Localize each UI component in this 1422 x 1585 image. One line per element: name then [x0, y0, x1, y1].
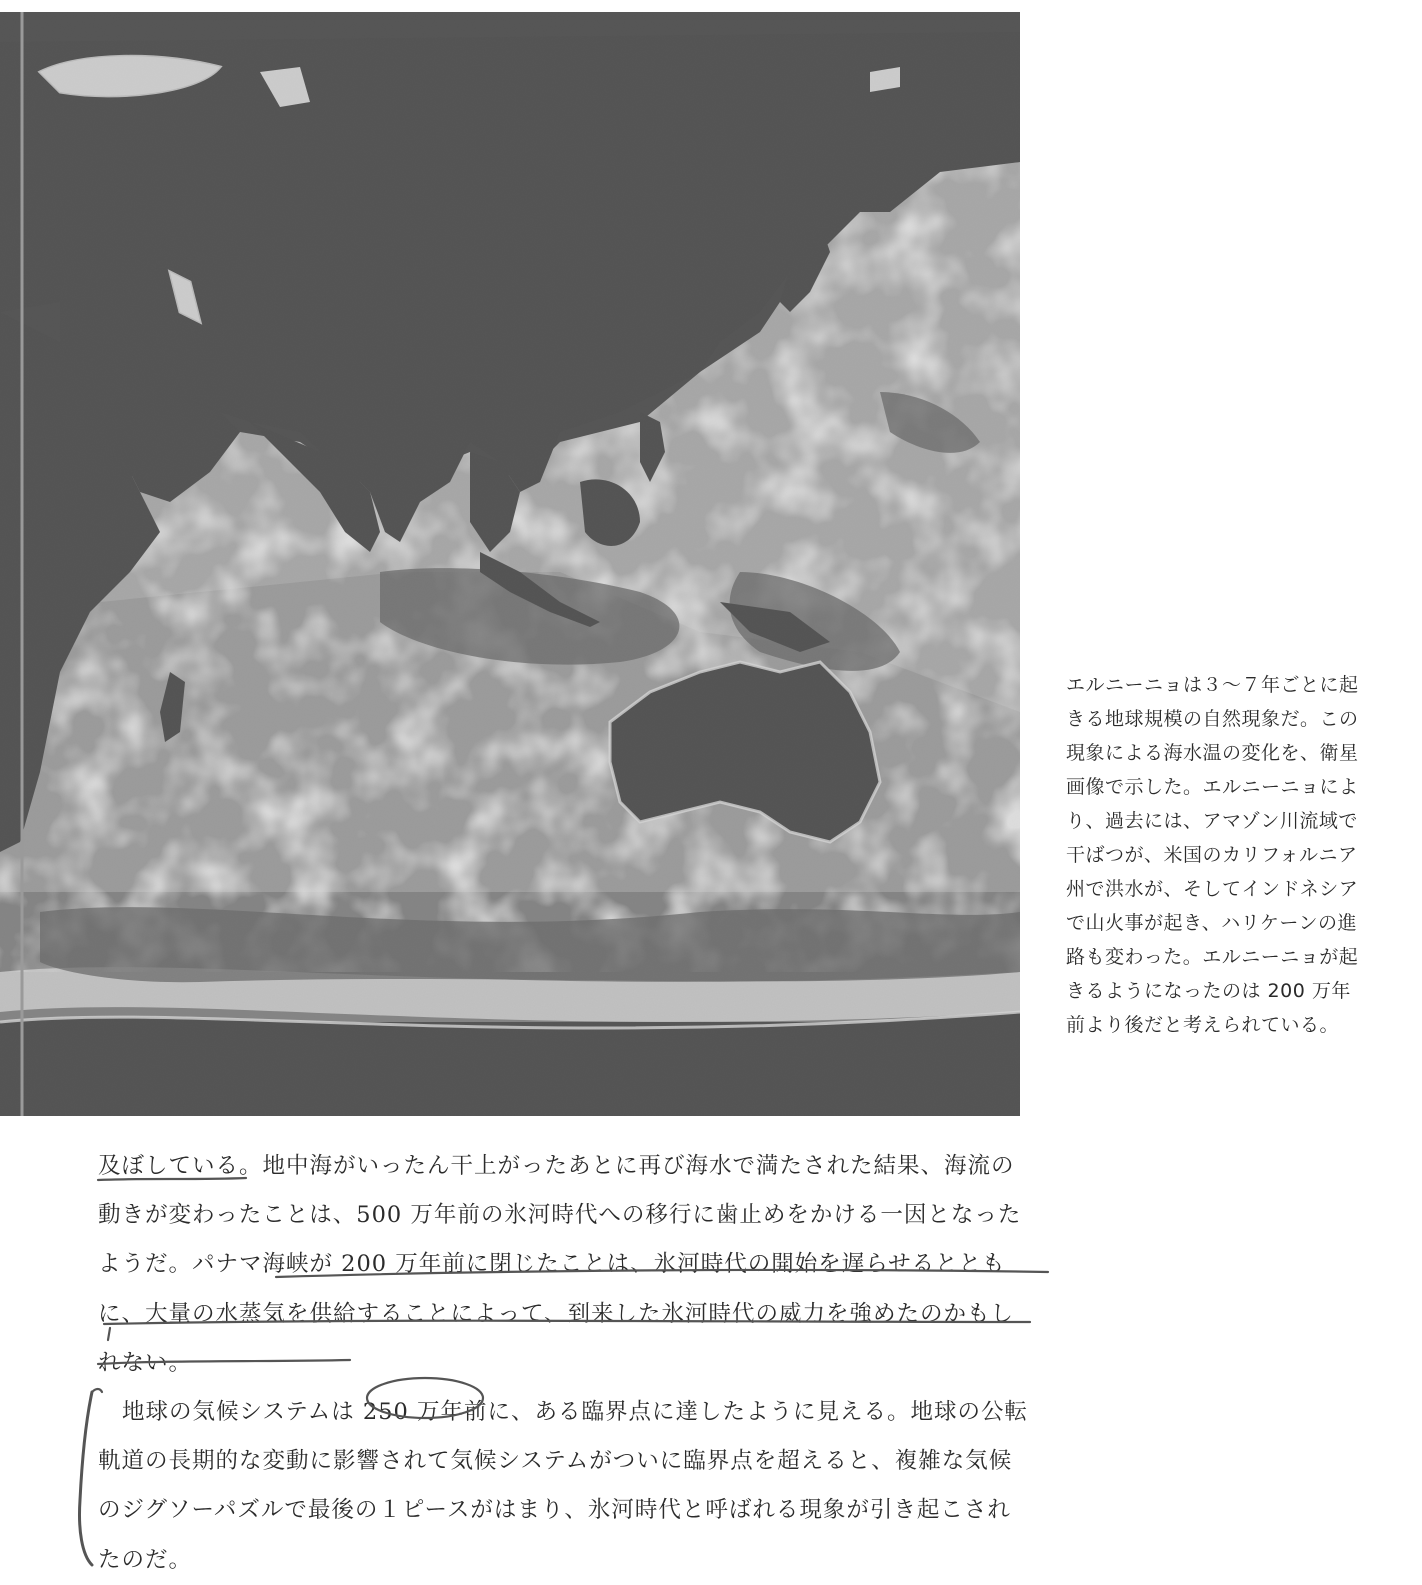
body-text [98, 1142, 1028, 1585]
margin-bracket-mark [80, 1392, 93, 1565]
satellite-sea-temperature-image [0, 12, 1020, 1116]
body-paragraph-2: 地球の気候システムは 250 万年前に、ある臨界点に達したように見える。地球の公転軌道の長期的な変動に影響されて気候システムがついに臨界点を超えると、複雑な気候のジグソーパズルで最後の１ピースがはまり、氷河時代と呼ばれる現象が引き起こされたのだ。 [98, 1399, 1029, 1573]
figure-caption: エルニーニョは３～７年ごとに起きる地球規模の自然現象だ。この現象による海水温の変化を、衛星画像で示した。エルニーニョにより、過去には、アマゾン川流域で干ばつが、米国のカリフォルニア州で洪水が、そしてインドネシアで山火事が起き、ハリケーンの進路も変わった。エルニーニョが起きるようになったのは 200 万年前より後だと考えられている。 [1066, 674, 1359, 1036]
body-paragraph-1: 及ぼしている。地中海がいったん干上がったあとに再び海水で満たされた結果、海流の動きが変わったことは、500 万年前の氷河時代への移行に歯止めをかける一因となったようだ。パナマ海峡が 200 万年前に閉じたことは、氷河時代の開始を遅らせるとともに、大量の水蒸気を供給することによって、到来した氷河時代の威力を強めたのかもしれない。 [98, 1153, 1022, 1376]
scan-grain [0, 12, 1020, 1116]
